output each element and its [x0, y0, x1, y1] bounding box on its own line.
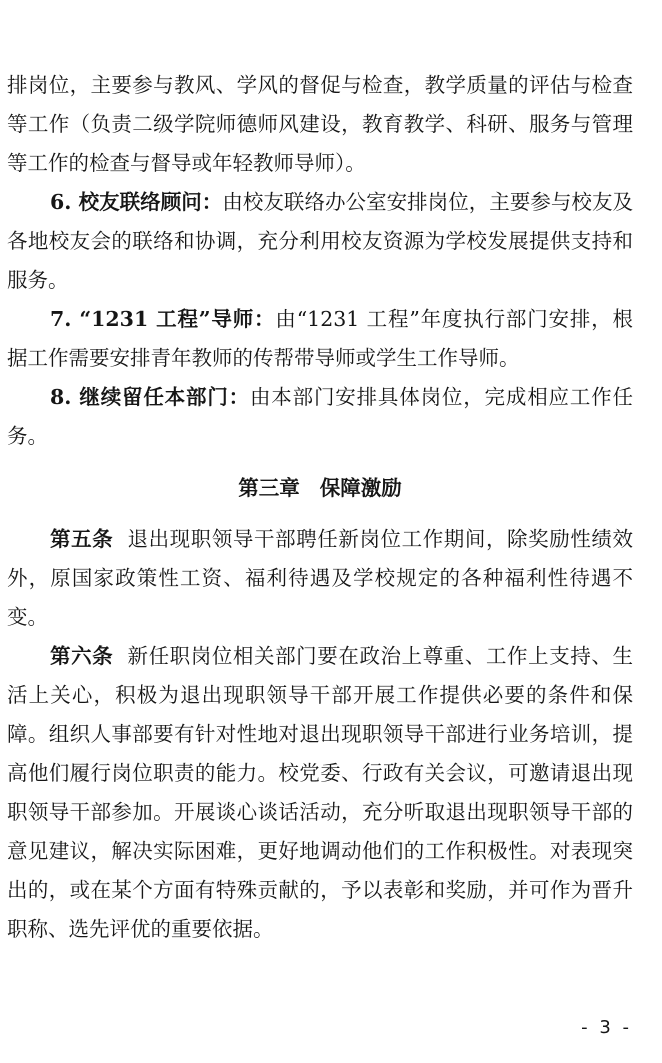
chapter-number: 第三章 [238, 476, 300, 500]
article-five [7, 520, 633, 637]
item-label: 8. 继续留任本部门： [50, 385, 250, 409]
article-six [7, 637, 633, 949]
item-text: 由本部门安排具体岗位，完成相应工作任务。 [7, 385, 633, 448]
chapter-title: 保障激励 [319, 476, 402, 500]
chapter-heading [7, 469, 633, 508]
item-alumni-liaison [7, 183, 633, 300]
article-text: 新任职岗位相关部门要在政治上尊重、工作上支持、生活上关心，积极为退出现职领导干部开展工作提供必要的条件和保障。组织人事部要有针对性地对退出现职领导干部进行业务培训，提高他们履行岗位职责的能力。校党委、行政有关会议，可邀请退出现职领导干部参加。开展谈心谈话活动，充分听取退出现职领导干部的意见建议，解决实际困难，更好地调动他们的工作积极性。对表现突出的，或在某个方面有特殊贡献的，予以表彰和奖励，并可作为晋升职称、选先评优的重要依据。 [7, 644, 633, 941]
paragraph-text: 排岗位，主要参与教风、学风的督促与检查，教学质量的评估与检查等工作（负责二级学院师德师风建设，教育教学、科研、服务与管理等工作的检查与督导或年轻教师导师）。 [7, 73, 633, 175]
paragraph-continuation [7, 66, 633, 183]
document-body [7, 66, 633, 949]
article-label: 第五条 [50, 527, 114, 551]
page-number: - 3 - [581, 1017, 632, 1038]
item-text: 由校友联络办公室安排岗位，主要参与校友及各地校友会的联络和协调，充分利用校友资源为学校发展提供支持和服务。 [7, 190, 633, 292]
article-text: 退出现职领导干部聘任新岗位工作期间，除奖励性绩效外，原国家政策性工资、福利待遇及学校规定的各种福利性待遇不变。 [7, 527, 633, 629]
item-1231-mentor [7, 300, 633, 378]
article-label: 第六条 [50, 644, 114, 668]
item-label: 6. 校友联络顾问： [50, 190, 223, 214]
item-text: 由“1231 工程”年度执行部门安排，根据工作需要安排青年教师的传帮带导师或学生工作导师。 [7, 307, 633, 370]
item-stay-in-department [7, 378, 633, 456]
item-label: 7. “1231 工程”导师： [50, 307, 276, 331]
